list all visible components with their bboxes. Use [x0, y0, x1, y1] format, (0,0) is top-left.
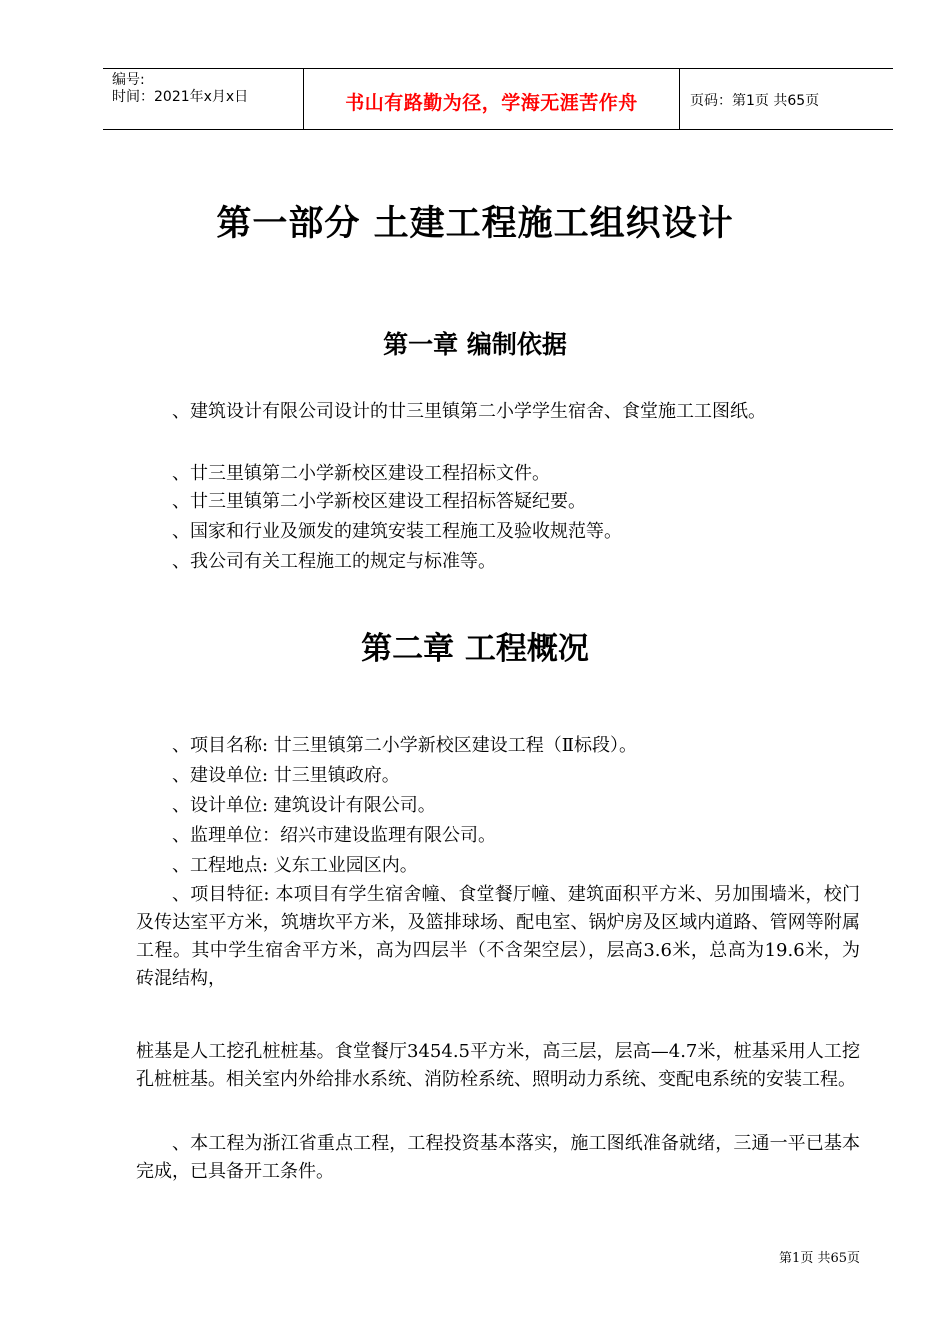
project-feature-paragraph: 、项目特征: 本项目有学生宿舍幢、食堂餐厅幢、建筑面积平方米、另加围墙米，校门及传达室平方米，筑塘坎平方米，及篮排球场、配电室、锅炉房及区域内道路、管网等附属工程。其中学生宿舍平方米，高为四层半（不含架空层），层高3.6米，总高为19.6米，为砖混结构，	[136, 884, 860, 989]
chapter-2-item: 、项目名称: 廿三里镇第二小学新校区建设工程（Ⅱ标段）。	[172, 735, 638, 756]
header-motto-cell	[304, 69, 680, 129]
chapter-2-item: 、监理单位：绍兴市建设监理有限公司。	[172, 825, 496, 846]
chapter-2-item: 、建设单位: 廿三里镇政府。	[172, 765, 400, 786]
chapter-2-item: 、设计单位: 建筑设计有限公司。	[172, 795, 436, 816]
document-time-label: 时间：2021年x月x日	[112, 89, 249, 105]
key-project-paragraph: 、本工程为浙江省重点工程，工程投资基本落实，施工图纸准备就绪，三通一平已基本完成，已具备开工条件。	[136, 1133, 860, 1182]
header-info-cell	[103, 69, 304, 129]
pile-foundation-paragraph: 桩基是人工挖孔桩桩基。食堂餐厅3454.5平方米，高三层，层高—4.7米，桩基采用人工挖孔桩桩基。相关室内外给排水系统、消防栓系统、照明动力系统、变配电系统的安装工程。	[136, 1041, 860, 1090]
chapter-1-item: 、我公司有关工程施工的规定与标准等。	[172, 551, 496, 572]
header-motto: 书山有路勤为径，学海无涯苦作舟	[345, 92, 638, 114]
chapter-2-item: 、工程地点: 义东工业园区内。	[172, 855, 418, 876]
chapter-1-item: 、廿三里镇第二小学新校区建设工程招标文件。	[172, 463, 550, 484]
chapter-1-item: 、廿三里镇第二小学新校区建设工程招标答疑纪要。	[172, 491, 586, 512]
chapter-2-title: 第二章 工程概况	[361, 631, 589, 667]
chapter-1-title: 第一章 编制依据	[383, 330, 567, 359]
header-page-number: 页码：第1页 共65页	[690, 93, 820, 109]
chapter-1-item: 、建筑设计有限公司设计的廿三里镇第二小学学生宿舍、食堂施工工图纸。	[172, 401, 766, 422]
footer-page-number: 第1页 共65页	[779, 1251, 860, 1266]
part-title: 第一部分 土建工程施工组织设计	[216, 204, 734, 244]
header-page-cell	[680, 69, 893, 129]
chapter-1-item: 、国家和行业及颁发的建筑安装工程施工及验收规范等。	[172, 521, 622, 542]
document-number-label: 编号:	[112, 72, 145, 88]
page-header-table	[103, 68, 893, 130]
